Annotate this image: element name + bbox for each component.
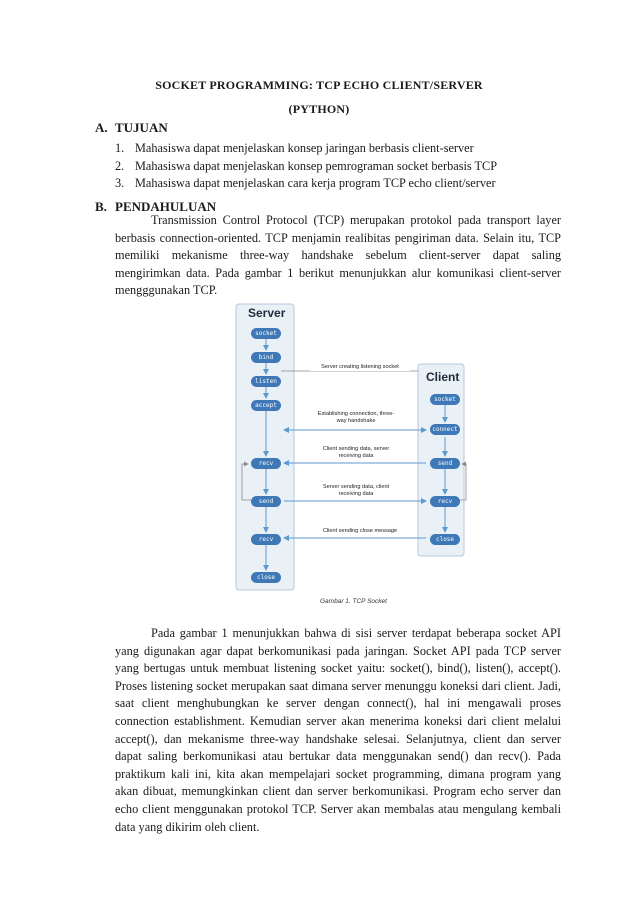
server-recv-step: recv — [251, 458, 281, 469]
list-item: 2. Mahasiswa dapat menjelaskan konsep pemrograman socket berbasis TCP — [115, 158, 498, 173]
tcp-socket-diagram — [228, 302, 468, 614]
list-item: 1. Mahasiswa dapat menjelaskan konsep jaringan berbasis client-server — [115, 141, 474, 155]
client-close-step: close — [430, 534, 460, 545]
server-lane-title: Server — [248, 306, 286, 320]
client-recv-step: recv — [430, 496, 460, 507]
client-connect-step: connect — [430, 424, 460, 435]
explanation-paragraph — [115, 625, 561, 836]
server-socket-step: socket — [251, 328, 281, 339]
server-recv-step: recv — [251, 534, 281, 545]
figure-caption: Gambar 1. TCP Socket — [320, 598, 387, 605]
document-subtitle: (PYTHON) — [288, 102, 350, 116]
section-a-title: TUJUAN — [115, 120, 168, 135]
server-bind-step: bind — [251, 352, 281, 363]
list-item: 3. Mahasiswa dapat menjelaskan cara kerja program TCP echo client/server — [115, 176, 496, 190]
message-handshake: Establishing connection, three-way handshake — [317, 411, 395, 424]
objectives-list — [115, 140, 497, 193]
message-client-send: Client sending data, server receiving data — [322, 446, 390, 459]
server-close-step: close — [251, 572, 281, 583]
server-accept-step: accept — [251, 400, 281, 411]
section-b-letter: B. — [95, 199, 107, 214]
section-a-letter: A. — [95, 120, 108, 135]
explanation-paragraph-text: Pada gambar 1 menunjukkan bahwa di sisi server terdapat beberapa socket API yang digunakan agar dapat berkomunikasi pada jaringan. Socket API pada TCP server yang bertugas untuk membuat listening socket yaitu: socket(), bind(), listen(), accept(). Proses listening socket merupakan saat dimana server menunggu koneksi dari client. Jadi, saat client menghubungkan ke server dengan connect(), hal ini mengawali proses connection establishment. Kemudian server akan menerima koneksi dari client melalui accept(), dan mekanisme three-way handshake selesai. Selanjutnya, client dan server dapat saling berkomunikasi atau bertukar data menggunakan send() dan recv(). Pada praktikum kali ini, kita akan mempelajari socket programming, dimana program yang akan dibuat, memungkinkan client dan server berkomunikasi. Program echo server dan echo client menggunakan protokol TCP. Server akan membalas atau mengulang kembali data yang dikirim oleh client. — [115, 626, 561, 834]
server-send-step: send — [251, 496, 281, 507]
section-b-title: PENDAHULUAN — [115, 199, 217, 214]
server-listen-step: listen — [251, 376, 281, 387]
message-listening: Server creating listening socket — [310, 364, 410, 371]
client-socket-step: socket — [430, 394, 460, 405]
intro-paragraph-text: Transmission Control Protocol (TCP) merupakan protokol pada transport layer berbasis connection-oriented. TCP menjamin realibitas pengiriman data. Selain itu, TCP memiliki mekanisme three-way handshake sebelum client-server dapat saling mengirimkan data. Pada gambar 1 berikut menunjukkan alur komunikasi client-server mengggunakan TCP. — [115, 213, 561, 298]
section-a-heading — [95, 120, 168, 136]
client-lane-title: Client — [426, 370, 460, 384]
message-server-send: Server sending data, client receiving data — [322, 484, 390, 497]
document-title: SOCKET PROGRAMMING: TCP ECHO CLIENT/SERVER — [155, 78, 483, 92]
message-close: Client sending close message — [322, 528, 398, 534]
client-send-step: send — [430, 458, 460, 469]
intro-paragraph — [115, 212, 561, 300]
server-lane — [236, 304, 294, 590]
